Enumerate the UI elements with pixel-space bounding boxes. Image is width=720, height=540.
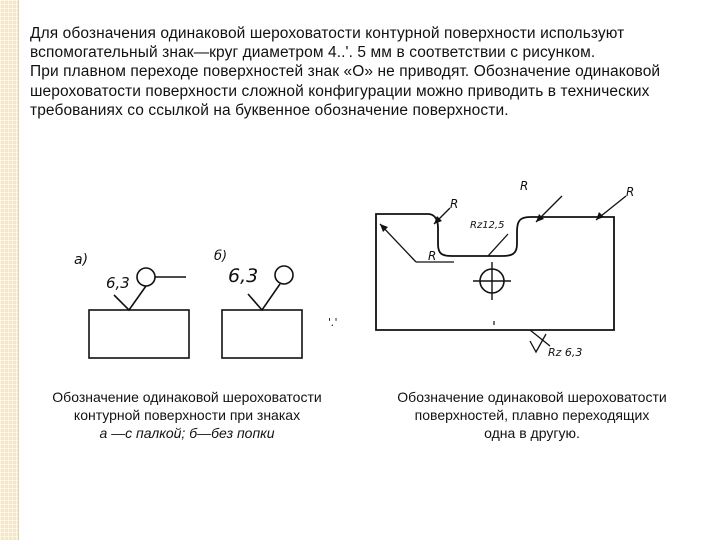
part-outline-a	[89, 310, 189, 358]
caption-right-line-3: одна в другую.	[484, 425, 580, 441]
paragraph-1: Для обозначения одинаковой шероховатости контурной поверхности используют вспомогательный знак—круг диаметром 4..'. 5 мм в соответствии с рисунком.	[30, 25, 625, 62]
arrow-4	[596, 212, 604, 220]
r-label-1: R	[428, 249, 437, 263]
paragraph-2: При плавном переходе поверхностей знак «О» не приводят. Обозначение одинаковой шероховатости поверхности сложной конфигурации можно приводить в технических требованиях со ссылкой на буквенное обозначение поверхности.	[30, 63, 661, 119]
leader-line-1	[380, 224, 416, 262]
caption-right-line-2: поверхностей, плавно переходящих	[414, 407, 650, 423]
contour-circle-b	[275, 266, 293, 284]
strip-divider	[18, 0, 19, 540]
body-text	[30, 24, 702, 120]
stray-mark: '.'	[328, 316, 338, 329]
caption-right	[362, 388, 702, 442]
value-b: 6,3	[228, 265, 259, 287]
part-outline-b	[222, 310, 302, 358]
r-label-3: R	[520, 179, 529, 193]
leader-rz	[488, 234, 508, 256]
caption-left-line-3: а —с палкой; б—без попки	[99, 425, 275, 441]
r-label-2: R	[450, 197, 459, 211]
caption-left-line-2: контурной поверхности при знаках	[73, 407, 301, 423]
bottom-label: Rz 6,3	[548, 346, 583, 359]
decorative-left-strip	[0, 0, 18, 540]
rz-label: Rz12,5	[470, 220, 505, 231]
figure-right-smooth-surfaces	[364, 176, 656, 368]
value-a: 6,3	[106, 274, 130, 292]
contour-circle-a	[137, 268, 155, 286]
label-b: б)	[214, 249, 228, 264]
part-contour	[376, 214, 614, 330]
caption-right-line-1: Обозначение одинаковой шероховатости	[397, 389, 667, 405]
figure-left-contour-signs	[70, 240, 350, 365]
caption-left-line-1: Обозначение одинаковой шероховатости	[52, 389, 322, 405]
caption-left	[24, 388, 350, 442]
r-label-4: R	[626, 185, 635, 199]
label-a: а)	[74, 252, 89, 268]
roughness-sign-b	[248, 284, 280, 310]
